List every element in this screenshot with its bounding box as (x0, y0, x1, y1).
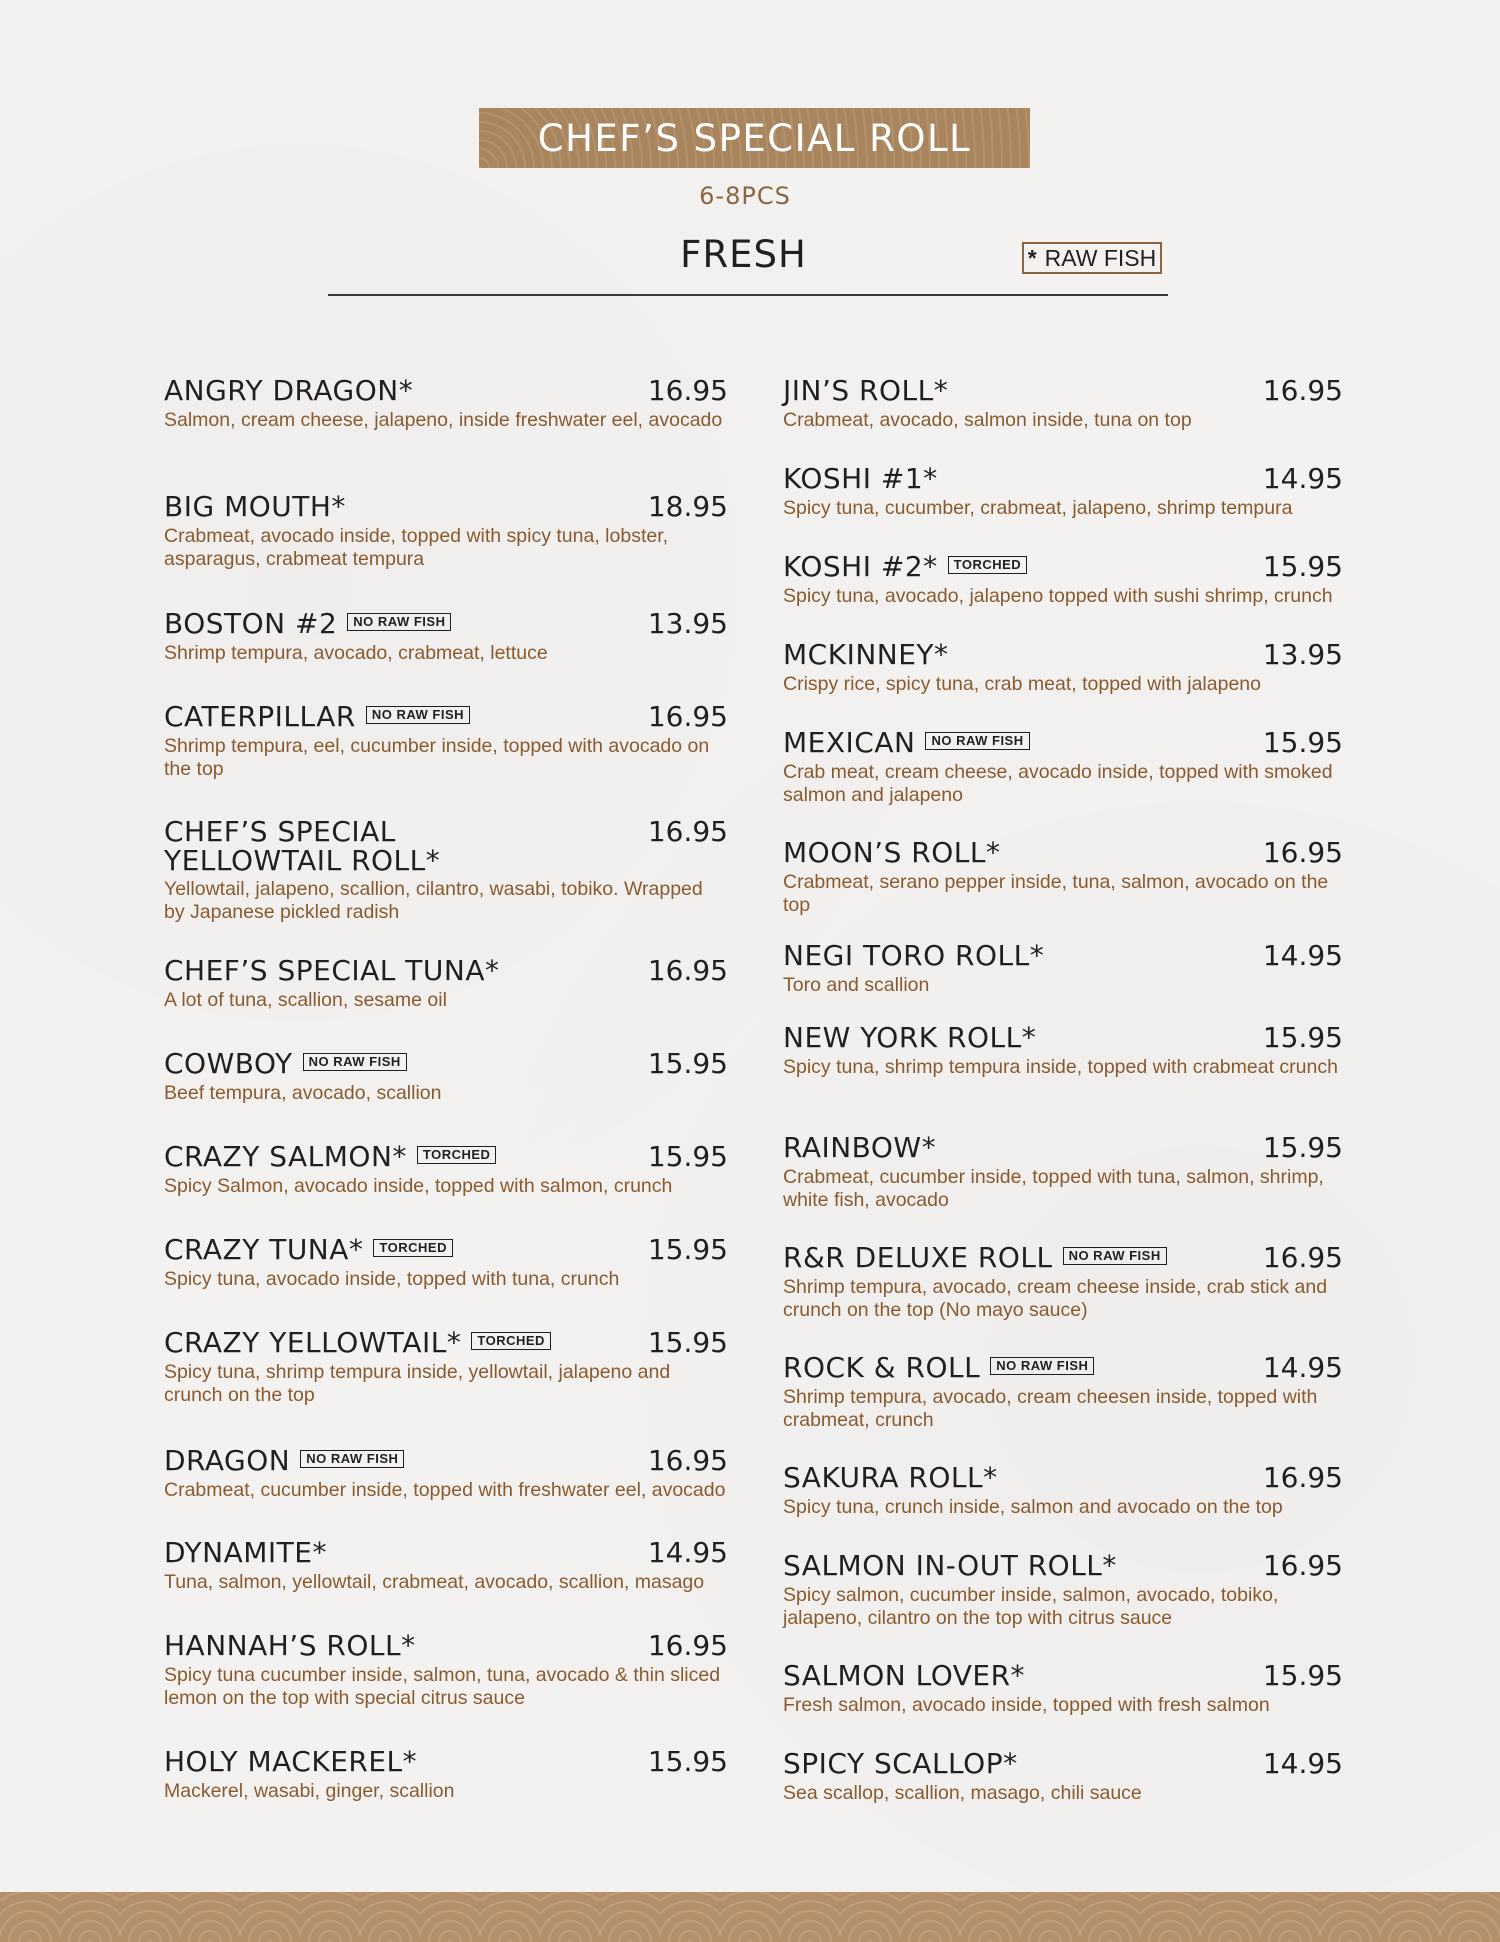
menu-item-description: Toro and scallion (783, 974, 930, 996)
menu-item-name-text: HANNAH’S ROLL* (164, 1629, 416, 1662)
menu-item-name (164, 492, 346, 522)
menu-item-name (164, 609, 451, 639)
no-raw-fish-badge: NO RAW FISH (990, 1357, 1094, 1375)
menu-item-description: Fresh salmon, avocado inside, topped with fresh salmon (783, 1694, 1270, 1716)
menu-item-price: 16.95 (647, 1444, 728, 1477)
menu-banner (479, 108, 1030, 168)
no-raw-fish-badge: NO RAW FISH (1063, 1247, 1167, 1265)
torched-badge: TORCHED (948, 556, 1028, 574)
menu-item-name-text: ROCK & ROLL (783, 1351, 981, 1384)
no-raw-fish-badge: NO RAW FISH (366, 706, 470, 724)
menu-item-price: 15.95 (647, 1047, 728, 1080)
menu-item-price: 15.95 (1262, 1131, 1343, 1164)
menu-item (164, 956, 728, 1012)
menu-item (783, 728, 1343, 807)
menu-item-header (783, 1463, 1343, 1493)
menu-item (783, 1243, 1343, 1322)
menu-item-name-text: HOLY MACKEREL* (164, 1745, 418, 1778)
menu-item-name-text: MOON’S ROLL* (783, 836, 1001, 869)
menu-item-description: Spicy tuna, crunch inside, salmon and avocado on the top (783, 1496, 1283, 1518)
menu-item-price: 15.95 (1262, 550, 1343, 583)
menu-item-header (783, 941, 1343, 971)
menu-item (164, 1538, 728, 1594)
menu-item-description: Spicy Salmon, avocado inside, topped with salmon, crunch (164, 1175, 673, 1197)
menu-item (783, 1463, 1343, 1519)
menu-title: CHEF’S SPECIAL ROLL (537, 116, 972, 160)
menu-item-name-text: CATERPILLAR (164, 700, 356, 733)
menu-item-description: Spicy tuna, shrimp tempura inside, yellowtail, jalapeno and crunch on the top (164, 1361, 671, 1406)
menu-item-name (164, 1446, 404, 1476)
menu-item-description: Crabmeat, cucumber inside, topped with tuna, salmon, shrimp, white fish, avocado (783, 1166, 1324, 1211)
menu-item-name-text: BOSTON #2 (164, 607, 338, 640)
menu-item-price: 16.95 (647, 954, 728, 987)
menu-item (164, 1631, 728, 1710)
menu-item-header (783, 640, 1343, 670)
menu-item-header (164, 817, 728, 875)
menu-item-price: 14.95 (1262, 462, 1343, 495)
section-title: FRESH (680, 233, 807, 276)
menu-item-name-text: BIG MOUTH* (164, 490, 346, 523)
menu-item-description: Spicy tuna cucumber inside, salmon, tuna, avocado & thin sliced lemon on the top with special citrus sauce (164, 1664, 721, 1709)
menu-item-name-text: CRAZY TUNA* (164, 1233, 364, 1266)
menu-item-name-text: JIN’S ROLL* (783, 374, 949, 407)
menu-item-name-text: CHEF’S SPECIAL TUNA* (164, 954, 500, 987)
menu-item-name (783, 1749, 1018, 1779)
menu-item-header (164, 1142, 728, 1172)
menu-item-description: Beef tempura, avocado, scallion (164, 1082, 442, 1104)
section-divider (328, 294, 1168, 296)
menu-item-name-text: COWBOY (164, 1047, 293, 1080)
menu-item-price: 13.95 (1262, 638, 1343, 671)
menu-item-price: 16.95 (1262, 1461, 1343, 1494)
menu-item-header (164, 1747, 728, 1777)
menu-item-name-text: ANGRY DRAGON* (164, 374, 414, 407)
menu-item-description: Crabmeat, cucumber inside, topped with freshwater eel, avocado (164, 1479, 726, 1501)
menu-item (164, 1235, 728, 1291)
menu-item-name (783, 376, 948, 406)
menu-item (164, 817, 728, 924)
menu-item-name (783, 1551, 1117, 1581)
menu-item-name (164, 1747, 417, 1777)
menu-item-name (783, 1243, 1167, 1273)
menu-item-header (164, 956, 728, 986)
menu-item-header (783, 1551, 1343, 1581)
menu-item-header (783, 1661, 1343, 1691)
torched-badge: TORCHED (417, 1146, 497, 1164)
menu-item (783, 941, 1343, 997)
menu-item-name-text: DYNAMITE* (164, 1536, 327, 1569)
menu-item (164, 492, 728, 571)
menu-item-description: Salmon, cream cheese, jalapeno, inside freshwater eel, avocado (164, 409, 723, 431)
menu-item-name (783, 1023, 1036, 1053)
menu-item-name (164, 702, 470, 732)
menu-item (164, 609, 728, 665)
menu-item (164, 1142, 728, 1198)
menu-item-price: 16.95 (1262, 1241, 1343, 1274)
no-raw-fish-badge: NO RAW FISH (347, 613, 451, 631)
menu-item-name (783, 464, 938, 494)
menu-item-description: Spicy tuna, avocado inside, topped with tuna, crunch (164, 1268, 620, 1290)
menu-item-price: 16.95 (647, 700, 728, 733)
menu-item-price: 15.95 (647, 1326, 728, 1359)
menu-item-description: Yellowtail, jalapeno, scallion, cilantro, wasabi, tobiko. Wrapped by Japanese pickled radish (164, 878, 703, 923)
menu-item-description: Crispy rice, spicy tuna, crab meat, topped with jalapeno (783, 673, 1261, 695)
pieces-subtitle: 6-8PCS (699, 182, 791, 210)
menu-item-header (783, 464, 1343, 494)
menu-item-name-text: DRAGON (164, 1444, 291, 1477)
menu-item-name (783, 552, 1027, 582)
menu-item-name (164, 1538, 327, 1568)
menu-item-name-text: KOSHI #2* (783, 550, 938, 583)
menu-item (783, 1353, 1343, 1432)
menu-item-price: 15.95 (1262, 1659, 1343, 1692)
menu-item-price: 16.95 (647, 815, 728, 848)
menu-item-price: 16.95 (1262, 1549, 1343, 1582)
menu-item (783, 1551, 1343, 1630)
menu-item-header (783, 1023, 1343, 1053)
menu-item-header (164, 702, 728, 732)
menu-item-name (783, 1133, 936, 1163)
menu-item-name-text: MEXICAN (783, 726, 916, 759)
menu-item-price: 16.95 (647, 1629, 728, 1662)
menu-item-price: 15.95 (647, 1745, 728, 1778)
menu-item-name-text: SALMON IN-OUT ROLL* (783, 1549, 1117, 1582)
menu-item-name-text: NEGI TORO ROLL* (783, 939, 1045, 972)
menu-item-name (783, 838, 1000, 868)
footer-pattern-band (0, 1892, 1500, 1942)
menu-item-name-text: NEW YORK ROLL* (783, 1021, 1037, 1054)
menu-item (783, 1133, 1343, 1212)
menu-item-description: Shrimp tempura, avocado, cream cheese inside, crab stick and crunch on the top (No mayo sauce) (783, 1276, 1328, 1321)
menu-item-price: 15.95 (1262, 726, 1343, 759)
menu-item-name (164, 817, 564, 875)
raw-fish-legend-label: RAW FISH (1044, 244, 1157, 271)
menu-item (783, 838, 1343, 917)
menu-item (164, 1747, 728, 1803)
menu-item (783, 552, 1343, 608)
menu-item-description: Shrimp tempura, avocado, cream cheesen inside, topped with crabmeat, crunch (783, 1386, 1318, 1431)
menu-item-description: Spicy tuna, cucumber, crabmeat, jalapeno, shrimp tempura (783, 497, 1293, 519)
menu-item-price: 16.95 (1262, 374, 1343, 407)
no-raw-fish-badge: NO RAW FISH (300, 1450, 404, 1468)
menu-item-header (783, 1353, 1343, 1383)
menu-item-description: Shrimp tempura, eel, cucumber inside, topped with avocado on the top (164, 735, 710, 780)
menu-item-price: 14.95 (647, 1536, 728, 1569)
menu-item-description: Spicy tuna, avocado, jalapeno topped with sushi shrimp, crunch (783, 585, 1333, 607)
menu-item-header (783, 1133, 1343, 1163)
menu-item-name-text: CHEF’S SPECIAL YELLOWTAIL ROLL* (164, 815, 441, 877)
menu-item (783, 640, 1343, 696)
no-raw-fish-badge: NO RAW FISH (925, 732, 1029, 750)
menu-item-name-text: RAINBOW* (783, 1131, 937, 1164)
menu-item-name (164, 1328, 551, 1358)
menu-item-description: Crabmeat, avocado, salmon inside, tuna on top (783, 409, 1192, 431)
menu-item-price: 15.95 (1262, 1021, 1343, 1054)
menu-item-name (164, 956, 500, 986)
menu-item-header (164, 1538, 728, 1568)
menu-item-price: 18.95 (647, 490, 728, 523)
menu-item (783, 1023, 1343, 1079)
menu-item-name-text: CRAZY SALMON* (164, 1140, 407, 1173)
menu-item-description: Crabmeat, avocado inside, topped with spicy tuna, lobster, asparagus, crabmeat tempura (164, 525, 669, 570)
menu-item-header (783, 376, 1343, 406)
menu-item (783, 1749, 1343, 1805)
menu-item-price: 14.95 (1262, 1747, 1343, 1780)
menu-item-header (164, 1235, 728, 1265)
menu-item-price: 15.95 (647, 1140, 728, 1173)
menu-item-header (783, 1243, 1343, 1273)
menu-item-header (783, 552, 1343, 582)
menu-item (164, 376, 728, 432)
menu-item-header (164, 492, 728, 522)
menu-item-description: Spicy tuna, shrimp tempura inside, topped with crabmeat crunch (783, 1056, 1338, 1078)
menu-item-name-text: MCKINNEY* (783, 638, 949, 671)
menu-item-price: 15.95 (647, 1233, 728, 1266)
menu-item-name (783, 1661, 1025, 1691)
menu-item (164, 1328, 728, 1407)
menu-item-header (164, 376, 728, 406)
menu-item-name-text: CRAZY YELLOWTAIL* (164, 1326, 462, 1359)
menu-item-price: 14.95 (1262, 939, 1343, 972)
menu-item-name (164, 1049, 407, 1079)
menu-item-name (783, 640, 949, 670)
menu-item-name (783, 941, 1044, 971)
menu-item-header (164, 1328, 728, 1358)
menu-item-name (164, 1631, 416, 1661)
menu-item-header (164, 609, 728, 639)
menu-item-description: Sea scallop, scallion, masago, chili sauce (783, 1782, 1142, 1804)
no-raw-fish-badge: NO RAW FISH (303, 1053, 407, 1071)
menu-item-price: 13.95 (647, 607, 728, 640)
menu-item-name-text: KOSHI #1* (783, 462, 938, 495)
menu-item-description: Crabmeat, serano pepper inside, tuna, salmon, avocado on the top (783, 871, 1329, 916)
menu-item (164, 1446, 728, 1502)
torched-badge: TORCHED (471, 1332, 551, 1350)
menu-item (783, 1661, 1343, 1717)
menu-item (164, 702, 728, 781)
menu-item-description: Spicy salmon, cucumber inside, salmon, avocado, tobiko, jalapeno, cilantro on the top with citrus sauce (783, 1584, 1279, 1629)
menu-item-name (164, 1235, 453, 1265)
menu-item-header (164, 1049, 728, 1079)
torched-badge: TORCHED (373, 1239, 453, 1257)
raw-fish-legend (1022, 242, 1162, 274)
menu-item-name-text: SALMON LOVER* (783, 1659, 1026, 1692)
menu-item-header (783, 1749, 1343, 1779)
menu-item-header (783, 838, 1343, 868)
menu-item-description: Crab meat, cream cheese, avocado inside, topped with smoked salmon and jalapeno (783, 761, 1333, 806)
menu-item-name (164, 1142, 496, 1172)
menu-item-description: A lot of tuna, scallion, sesame oil (164, 989, 447, 1011)
menu-item-header (164, 1631, 728, 1661)
menu-item-name-text: SAKURA ROLL* (783, 1461, 998, 1494)
menu-item-header (164, 1446, 728, 1476)
menu-item-price: 14.95 (1262, 1351, 1343, 1384)
menu-item-description: Tuna, salmon, yellowtail, crabmeat, avocado, scallion, masago (164, 1571, 705, 1593)
menu-item-description: Shrimp tempura, avocado, crabmeat, lettuce (164, 642, 548, 664)
raw-fish-star-icon: * (1027, 244, 1037, 271)
menu-item-name (164, 376, 413, 406)
menu-item-name (783, 1463, 998, 1493)
menu-item-description: Mackerel, wasabi, ginger, scallion (164, 1780, 455, 1802)
menu-item-name-text: R&R DELUXE ROLL (783, 1241, 1053, 1274)
menu-item (164, 1049, 728, 1105)
menu-item (783, 464, 1343, 520)
menu-item-price: 16.95 (1262, 836, 1343, 869)
menu-item-name (783, 1353, 1094, 1383)
menu-item-name (783, 728, 1030, 758)
menu-item-name-text: SPICY SCALLOP* (783, 1747, 1018, 1780)
menu-item-price: 16.95 (647, 374, 728, 407)
menu-item-header (783, 728, 1343, 758)
menu-item (783, 376, 1343, 432)
